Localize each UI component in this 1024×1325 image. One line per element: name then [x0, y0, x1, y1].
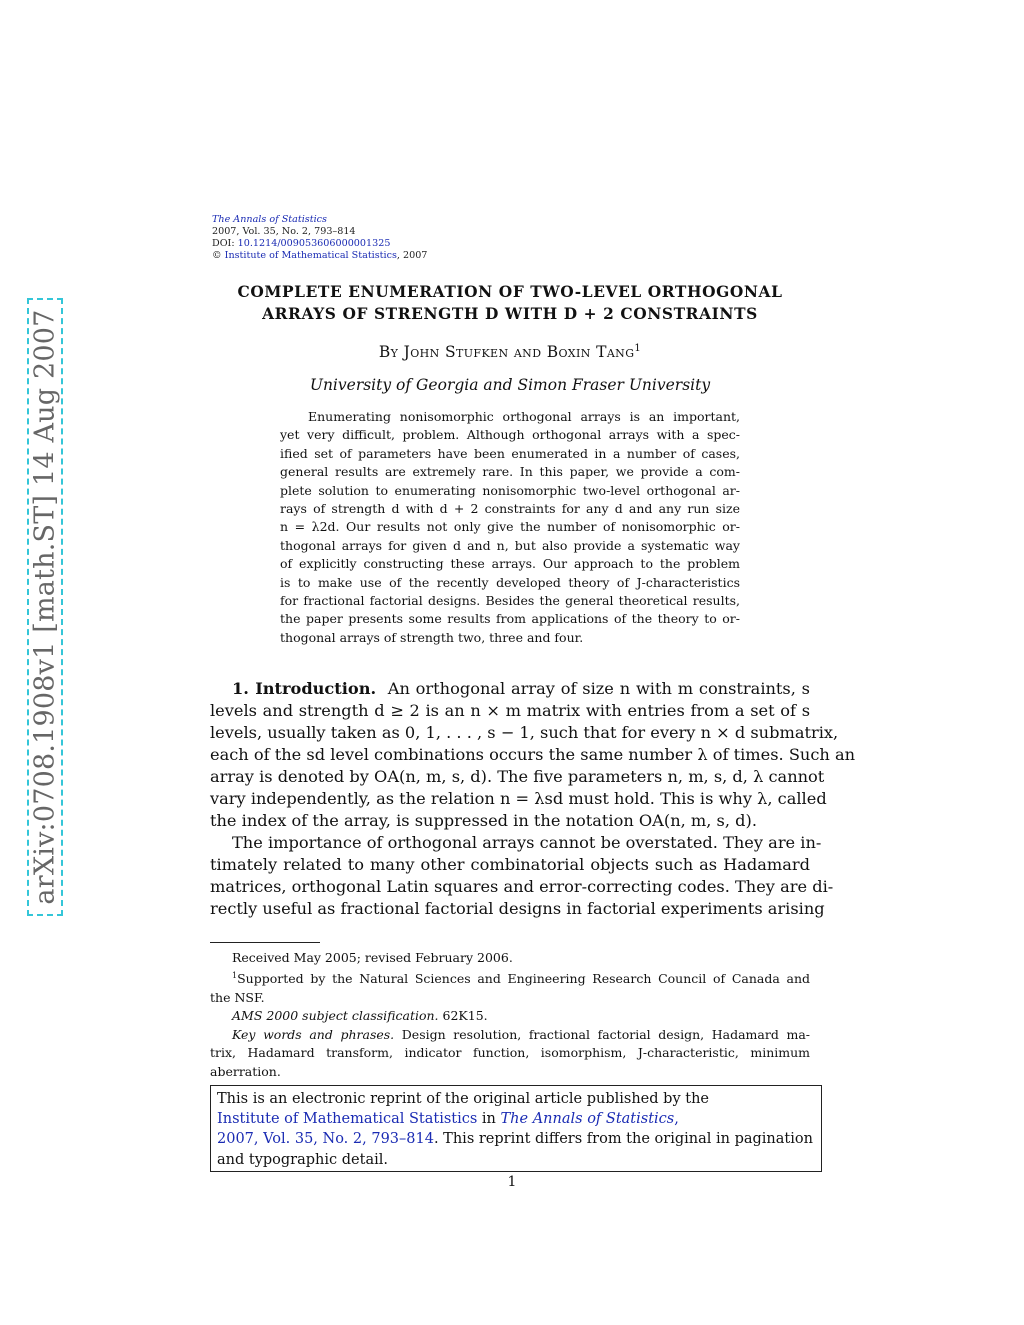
reprint-notice-box: [210, 1085, 822, 1172]
arxiv-stamp: [27, 298, 63, 916]
reprint-line-3: [217, 1129, 821, 1149]
page-number: 1: [507, 1174, 517, 1190]
reprint-comma: ,: [674, 1111, 679, 1128]
footnote-keywords-cont: aberration.: [210, 1063, 281, 1079]
doi-label: DOI:: [212, 238, 235, 249]
footnote-ams: [210, 1007, 810, 1025]
intro-heading: 1. Introduction.: [232, 679, 377, 698]
abstract-line: thogonal arrays for given d and n, but also provide a systematic way: [280, 537, 740, 553]
reprint-journal-link[interactable]: The Annals of Statistics: [500, 1111, 675, 1128]
abstract-line: for fractional factorial designs. Besides the general theoretical results,: [280, 593, 740, 609]
title-line-1: COMPLETE ENUMERATION OF TWO-LEVEL ORTHOGONAL: [237, 283, 783, 301]
reprint-in: in: [477, 1111, 501, 1128]
intro-line: The importance of orthogonal arrays cannot be overstated. They are in-: [232, 833, 822, 852]
copyright-year: , 2007: [396, 250, 428, 261]
footnote-support-mark: 1: [232, 971, 238, 981]
intro-line: matrices, orthogonal Latin squares and error-correcting codes. They are di-: [210, 877, 834, 896]
intro-line: levels and strength d ≥ 2 is an n × m matrix with entries from a set of s: [210, 701, 810, 720]
abstract-line: ified set of parameters have been enumerated in a number of cases,: [280, 445, 740, 461]
intro-line: the index of the array, is suppressed in the notation OA(n, m, s, d).: [210, 811, 757, 830]
abstract: [280, 408, 740, 647]
intro-line: array is denoted by OA(n, m, s, d). The five parameters n, m, s, d, λ cannot: [210, 767, 825, 786]
ams-value: 62K15.: [438, 1008, 488, 1024]
footnote-support: [210, 967, 810, 989]
footnote-support-text: Supported by the Natural Sciences and Engineering Research Council of Canada and: [237, 971, 810, 987]
intro-line: levels, usually taken as 0, 1, . . . , s − 1, such that for every n × d submatrix,: [210, 723, 839, 742]
introduction-section: [210, 678, 856, 920]
journal-header: [212, 214, 427, 262]
abstract-line: general results are extremely rare. In this paper, we provide a com-: [280, 464, 740, 480]
intro-line: vary independently, as the relation n = λsd must hold. This is why λ, called: [210, 789, 827, 808]
abstract-line: of explicitly constructing these arrays. Our approach to the problem: [280, 556, 740, 572]
journal-volume: 2007, Vol. 35, No. 2, 793–814: [212, 226, 356, 237]
reprint-citation-link[interactable]: 2007, Vol. 35, No. 2, 793–814: [217, 1131, 434, 1148]
arxiv-stamp-text: arXiv:0708.1908v1 [math.ST] 14 Aug 2007: [29, 309, 61, 905]
intro-line: timately related to many other combinatorial objects such as Hadamard: [210, 855, 810, 874]
copyright-symbol: ©: [212, 250, 222, 261]
reprint-line-4: and typographic detail.: [217, 1151, 388, 1168]
ams-label: AMS 2000 subject classification.: [232, 1008, 439, 1024]
authors: [210, 343, 810, 361]
intro-line: An orthogonal array of size n with m constraints, s: [387, 679, 810, 698]
reprint-line-2: [217, 1109, 821, 1129]
reprint-line-3-rest: . This reprint differs from the original in pagination: [433, 1131, 813, 1148]
intro-first-line: [210, 678, 810, 700]
authors-footnote-mark: 1: [634, 343, 642, 354]
keywords-text: Design resolution, fractional factorial design, Hadamard ma-: [394, 1026, 810, 1042]
journal-name-link[interactable]: The Annals of Statistics: [212, 214, 327, 225]
footnote-keywords-cont: trix, Hadamard transform, indicator function, isomorphism, J-characteristic, minimum: [210, 1045, 810, 1061]
footnote-keywords: [210, 1026, 810, 1044]
paper-title: [210, 281, 810, 325]
abstract-line: n = λ2d. Our results not only give the number of nonisomorphic or-: [280, 519, 740, 535]
abstract-line: rays of strength d with d + 2 constraints for any d and any run size: [280, 501, 740, 517]
abstract-line: plete solution to enumerating nonisomorphic two-level orthogonal ar-: [280, 482, 740, 498]
abstract-line: yet very difficult, problem. Although orthogonal arrays with a spec-: [280, 427, 740, 443]
intro-line: each of the sd level combinations occurs the same number λ of times. Such an: [210, 745, 856, 764]
footnote-rule: [210, 942, 320, 943]
reprint-publisher-link[interactable]: Institute of Mathematical Statistics: [217, 1111, 478, 1128]
abstract-line: thogonal arrays of strength two, three and four.: [280, 629, 584, 645]
reprint-line-1: This is an electronic reprint of the original article published by the: [217, 1091, 709, 1107]
title-line-2: ARRAYS OF STRENGTH D WITH D + 2 CONSTRAINTS: [262, 305, 758, 323]
footnotes: [210, 949, 810, 1081]
intro-line: rectly useful as fractional factorial designs in factorial experiments arising: [210, 899, 825, 918]
abstract-line: is to make use of the recently developed theory of J-characteristics: [280, 574, 740, 590]
footnote-support-cont: the NSF.: [210, 989, 265, 1005]
copyright-holder-link[interactable]: Institute of Mathematical Statistics: [224, 250, 397, 261]
footnote-received: Received May 2005; revised February 2006.: [232, 950, 513, 965]
keywords-label: Key words and phrases.: [232, 1026, 395, 1042]
abstract-line: the paper presents some results from applications of the theory to or-: [280, 611, 740, 627]
abstract-line: Enumerating nonisomorphic orthogonal arrays is an important,: [308, 409, 740, 424]
doi-link[interactable]: 10.1214/009053606000001325: [237, 238, 391, 249]
authors-text: By John Stufken and Boxin Tang: [378, 343, 635, 362]
affiliation: University of Georgia and Simon Fraser University: [309, 376, 711, 394]
